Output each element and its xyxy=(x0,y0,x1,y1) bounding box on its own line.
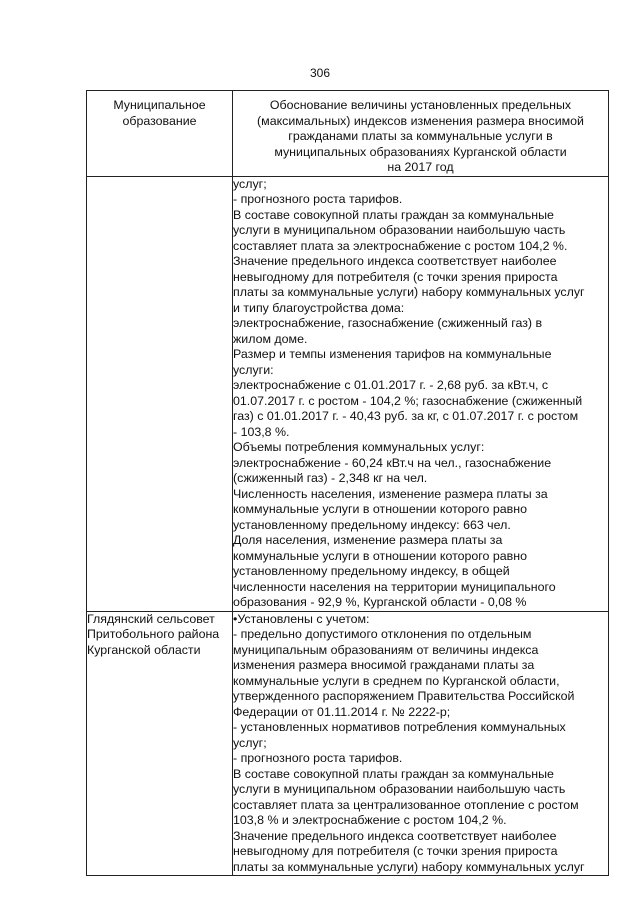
justification-line: услуг; xyxy=(233,176,267,191)
justification-line: коммунальные услуги в отношении которого равно xyxy=(233,548,527,563)
justification-line: и типу благоустройства дома: xyxy=(233,300,405,315)
justification-line: изменения размера вносимой гражданами платы за xyxy=(233,658,535,672)
justification-line: составляет плата за централизованное отопление с ростом xyxy=(233,797,579,812)
header-justification-line: на 2017 год xyxy=(387,160,454,174)
justification-line: установленному предельному индексу, в общей xyxy=(233,564,510,578)
justification-line: (сжиженный газ) - 2,348 кг на чел. xyxy=(233,471,428,485)
justification-line: электроснабжение с 01.01.2017 г. - 2,68 руб. за кВт.ч, с xyxy=(233,378,549,392)
justification-line: Значение предельного индекса соответствует наиболее xyxy=(233,828,557,843)
header-justification-line: муниципальных образованиях Курганской области xyxy=(274,144,567,159)
table-row xyxy=(87,611,609,876)
table-header-row xyxy=(87,91,609,177)
justification-line: В составе совокупной платы граждан за коммунальные xyxy=(233,207,554,222)
justification-line: услуги: xyxy=(233,362,274,377)
justification-line: жилом доме. xyxy=(233,331,308,346)
justification-line: установленному предельному индексу: 663 чел. xyxy=(233,517,511,532)
justification-line: Численность населения, изменение размера платы за xyxy=(233,486,548,501)
justification-line: газ) с 01.01.2017 г. - 40,43 руб. за кг, с 01.07.2017 г. с ростом xyxy=(233,409,579,423)
justification-line: 103,8 % и электроснабжение с ростом 104,2 %. xyxy=(233,813,507,827)
header-municipality-line: образование xyxy=(122,113,197,128)
justification-cell xyxy=(233,176,609,611)
justification-line: - прогнозного роста тарифов. xyxy=(233,751,403,765)
justification-line: электроснабжение - 60,24 кВт.ч на чел., газоснабжение xyxy=(233,455,552,470)
justification-line: муниципальным образованиям от величины индекса xyxy=(233,642,539,657)
justification-line: Доля населения, изменение размера платы за xyxy=(233,533,503,547)
justification-line: электроснабжение, газоснабжение (сжиженный газ) в xyxy=(233,316,543,330)
justification-line: Объемы потребления коммунальных услуг: xyxy=(233,440,485,454)
justification-line: Значение предельного индекса соответствует наиболее xyxy=(233,254,557,268)
justification-line: утвержденного распоряжением Правительства Российской xyxy=(233,689,575,703)
justification-line: - предельно допустимого отклонения по отдельным xyxy=(233,627,532,641)
page-number: 306 xyxy=(309,66,331,80)
justification-line: платы за коммунальные услуги) набору коммунальных услуг xyxy=(233,859,585,874)
justification-line: •Установлены с учетом: xyxy=(233,611,370,626)
justification-line: - прогнозного роста тарифов. xyxy=(233,192,403,206)
table-row xyxy=(87,176,609,611)
justification-line: невыгодному для потребителя (с точки зрения прироста xyxy=(233,269,558,284)
header-municipality xyxy=(87,91,233,177)
justification-line: услуг; xyxy=(233,735,267,750)
justification-table xyxy=(86,90,609,876)
justification-line: образования - 92,9 %, Курганской области - 0,08 % xyxy=(233,595,527,609)
justification-line: составляет плата за электроснабжение с ростом 104,2 %. xyxy=(233,238,568,253)
header-justification-line: Обоснование величины установленных предельных xyxy=(269,98,572,112)
justification-line: Федерации от 01.11.2014 г. № 2222-р; xyxy=(233,704,451,719)
justification-line: - 103,8 %. xyxy=(233,424,290,439)
justification-cell xyxy=(233,611,609,876)
municipality-line: Притобольного района xyxy=(87,627,220,641)
header-justification xyxy=(233,91,609,177)
justification-line: 01.07.2017 г. с ростом - 104,2 %; газоснабжение (сжиженный xyxy=(233,393,583,408)
municipality-cell xyxy=(87,611,233,876)
municipality-line: Курганской области xyxy=(87,642,201,657)
header-justification-line: (максимальных) индексов изменения размера вносимой xyxy=(257,113,584,128)
justification-line: В составе совокупной платы граждан за коммунальные xyxy=(233,766,554,781)
justification-line: численности населения на территории муниципального xyxy=(233,579,556,594)
municipality-line: Глядянский сельсовет xyxy=(87,611,215,626)
municipality-cell xyxy=(87,176,233,611)
justification-line: услуги в муниципальном образовании наибольшую часть xyxy=(233,223,566,237)
justification-line: коммунальные услуги в среднем по Курганской области, xyxy=(233,673,560,688)
header-municipality-line: Муниципальное xyxy=(113,98,206,112)
justification-line: - установленных нормативов потребления коммунальных xyxy=(233,720,566,734)
justification-line: коммунальные услуги в отношении которого равно xyxy=(233,502,527,516)
justification-line: услуги в муниципальном образовании наибольшую часть xyxy=(233,782,566,796)
justification-line: Размер и темпы изменения тарифов на коммунальные xyxy=(233,347,552,361)
justification-line: невыгодному для потребителя (с точки зрения прироста xyxy=(233,844,558,858)
justification-line: платы за коммунальные услуги) набору коммунальных услуг xyxy=(233,285,585,299)
header-justification-line: гражданами платы за коммунальные услуги в xyxy=(288,129,553,143)
